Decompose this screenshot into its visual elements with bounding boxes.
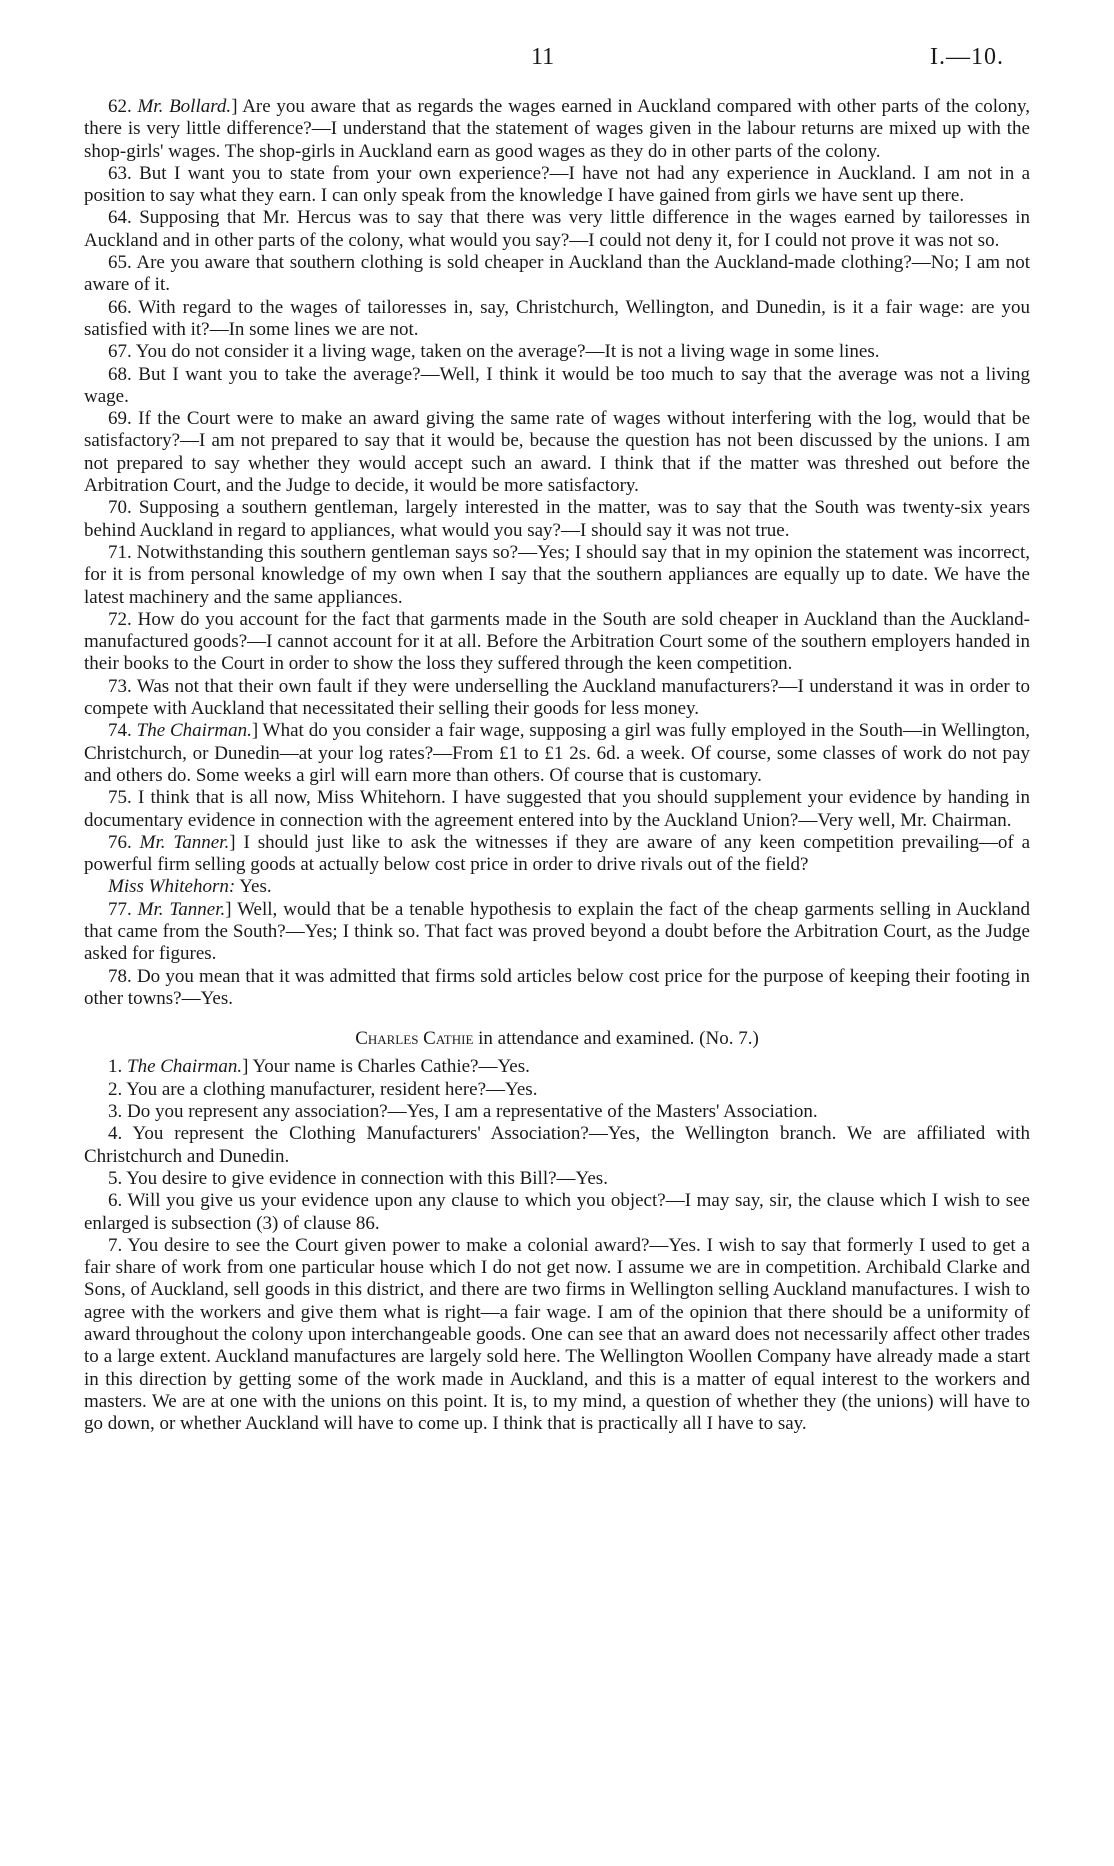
speaker-name: Miss Whitehorn: — [108, 876, 236, 898]
question-65: 65. Are you aware that southern clothing is sold cheaper in Auckland than the Auckland-made clothing?—No; I am not aware of it. — [84, 252, 1030, 296]
question-66: 66. With regard to the wages of tailoresses in, say, Christchurch, Wellington, and Dunedin, is it a fair wage: are you satisfied with it?—In some lines we are not. — [84, 296, 1030, 340]
speaker-name: The Chairman. — [136, 720, 252, 742]
question-1: 1. The Chairman.] Your name is Charles Cathie?—Yes. — [108, 1056, 530, 1078]
question-74: 74. The Chairman.] What do you consider a fair wage, supposing a girl was fully employed in the South—in Wellington, Christchurch, or Dunedin—at your log rates?—From £1 to £1 2s. 6d. a week. Of course, some classes of work do not pay and others do. Some weeks a girl will earn more than others. Of course that is customary. — [84, 720, 1031, 786]
question-62: 62. Mr. Bollard.] Are you aware that as regards the wages earned in Auckland compared with other parts of the colony, there is very little difference?—I understand that the statement of wages given in the labour returns are mixed up with the shop-girls' wages. The shop-girls in Auckland earn as good wages as they do in other parts of the colony. — [84, 96, 1031, 162]
question-70: 70. Supposing a southern gentleman, largely interested in the matter, was to say that the South was twenty-six years behind Auckland in regard to appliances, what would you say?—I should say it was not true. — [84, 497, 1030, 541]
question-5: 5. You desire to give evidence in connection with this Bill?—Yes. — [108, 1167, 608, 1189]
page-number: 11 — [531, 44, 555, 70]
question-7: 7. You desire to see the Court given power to make a colonial award?—Yes. I wish to say that formerly I used to get a fair share of work from one particular house which I do not get now. I assume we are in competition. Archibald Clarke and Sons, of Auckland, sell goods in this district, and there are two firms in Wellington selling Auckland manufactures. I wish to agree with the workers and give them what is right—a fair wage. I am of the opinion that there should be a uniformity of award throughout the colony upon interchangeable goods. One can see that an award does not necessarily affect other trades to a large extent. Auckland manufactures are largely sold here. The Wellington Woollen Company have already made a start in this direction by getting some of the work made in Auckland, and this is a matter of equal interest to the workers and masters. We are at one with the unions on this point. It is, to my mind, a question of whether they (the unions) will have to go down, or whether Auckland will have to come up. I think that is practically all I have to say. — [84, 1234, 1030, 1435]
question-6: 6. Will you give us your evidence upon any clause to which you object?—I may say, sir, the clause which I wish to see enlarged is subsection (3) of clause 86. — [84, 1190, 1030, 1234]
question-2: 2. You are a clothing manufacturer, resident here?—Yes. — [108, 1078, 538, 1100]
question-73: 73. Was not that their own fault if they were underselling the Auckland manufacturers?—I understand it was in order to compete with Auckland that necessitated their selling their goods for less money. — [84, 675, 1030, 720]
witness-name: Charles Cathie — [355, 1028, 474, 1050]
question-76: 76. Mr. Tanner.] I should just like to ask the witnesses if they are aware of any keen competition prevailing—of a powerful firm selling goods at actually below cost price in order to drive rivals out of the field? — [84, 831, 1030, 876]
question-77: 77. Mr. Tanner.] Well, would that be a tenable hypothesis to explain the fact of the cheap garments selling in Auckland that came from the South?—Yes; I think so. That fact was proved beyond a doubt before the Arbitration Court, as the Judge asked for figures. — [84, 898, 1030, 965]
question-4: 4. You represent the Clothing Manufacturers' Association?—Yes, the Wellington branch. We are affiliated with Christchurch and Dunedin. — [84, 1123, 1030, 1167]
question-69: 69. If the Court were to make an award giving the same rate of wages without interfering with the log, would that be satisfactory?—I am not prepared to say that it would be, because the question has not been discussed by the unions. I am not prepared to say whether they would accept such an award. I think that if the matter was threshed out before the Arbitration Court, and the Judge to decide, it would be more satisfactory. — [84, 408, 1030, 497]
question-78: 78. Do you mean that it was admitted that firms sold articles below cost price for the purpose of keeping their footing in other towns?—Yes. — [84, 965, 1030, 1009]
question-67: 67. You do not consider it a living wage, taken on the average?—It is not a living wage in some lines. — [108, 341, 880, 363]
speaker-name: The Chairman. — [127, 1056, 243, 1078]
reply-76: Miss Whitehorn: Yes. — [108, 876, 272, 898]
question-64: 64. Supposing that Mr. Hercus was to say that there was very little difference in the wages earned by tailoresses in Auckland and in other parts of the colony, what would you say?—I could not deny it, for I could not prove it was not so. — [84, 207, 1030, 251]
page-body — [84, 96, 1030, 1436]
speaker-name: Mr. Tanner. — [139, 831, 230, 853]
page-header — [0, 44, 1114, 74]
question-3: 3. Do you represent any association?—Yes, I am a representative of the Masters' Association. — [108, 1101, 818, 1123]
speaker-name: Mr. Bollard. — [137, 96, 232, 117]
speaker-name: Mr. Tanner. — [137, 898, 226, 920]
document-reference: I.—10. — [930, 44, 1004, 70]
question-63: 63. But I want you to state from your own experience?—I have not had any experience in Auckland. I am not in a position to say what they earn. I can only speak from the knowledge I have gained from girls we have sent up there. — [84, 162, 1030, 207]
witness-heading: Charles Cathie in attendance and examined. (No. 7.) — [355, 1028, 759, 1050]
question-71: 71. Notwithstanding this southern gentleman says so?—Yes; I should say that in my opinion the statement was incorrect, for it is from personal knowledge of my own when I say that the southern appliances are equally up to date. We have the latest machinery and the same appliances. — [84, 541, 1030, 608]
question-68: 68. But I want you to take the average?—Well, I think it would be too much to say that the average was not a living wage. — [84, 363, 1030, 407]
question-75: 75. I think that is all now, Miss Whitehorn. I have suggested that you should supplement your evidence by handing in documentary evidence in connection with the agreement entered into by the Auckland Union?—Very well, Mr. Chairman. — [84, 787, 1030, 831]
question-72: 72. How do you account for the fact that garments made in the South are sold cheaper in Auckland than the Auckland-manufactured goods?—I cannot account for it at all. Before the Arbitration Court some of the southern employers handed in their books to the Court in order to show the loss they suffered through the keen competition. — [84, 608, 1030, 675]
